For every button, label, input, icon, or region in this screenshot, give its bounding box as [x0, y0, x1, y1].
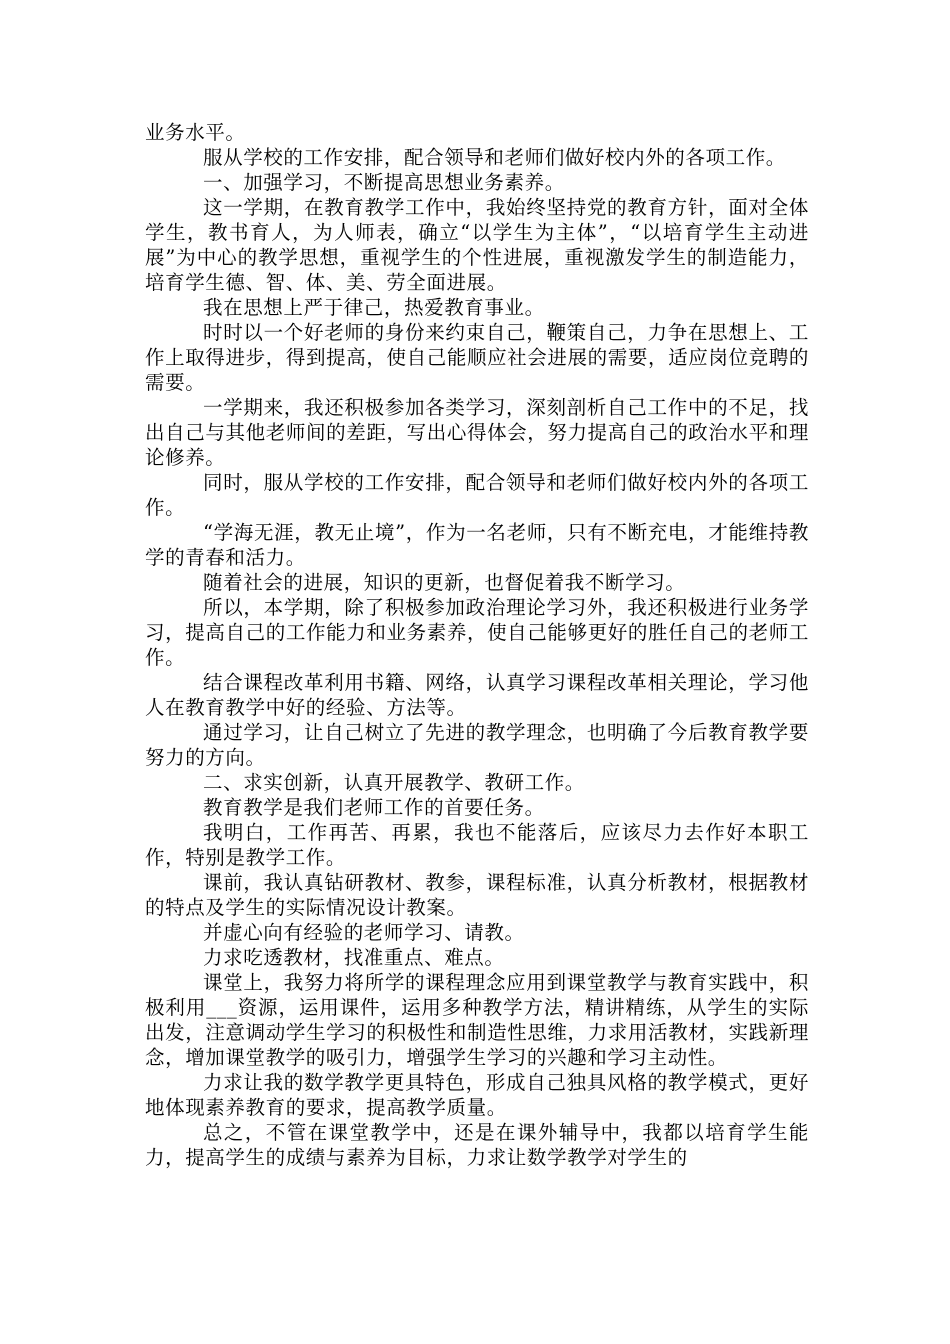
paragraph: 结合课程改革利用书籍、网络，认真学习课程改革相关理论，学习他人在教育教学中好的经验、方法等。	[145, 671, 809, 719]
paragraph: 课前，我认真钻研教材、教参，课程标准，认真分析教材，根据教材的特点及学生的实际情况设计教案。	[145, 871, 809, 919]
paragraph: 随着社会的进展，知识的更新，也督促着我不断学习。	[203, 571, 686, 594]
paragraph: 我明白，工作再苦、再累，我也不能落后，应该尽力去作好本职工作，特别是教学工作。	[145, 821, 809, 869]
paragraph: 业务水平。	[145, 121, 246, 144]
paragraph: 并虚心向有经验的老师学习、请教。	[203, 921, 525, 944]
paragraph: 力求吃透教材，找准重点、难点。	[203, 946, 505, 969]
paragraph: 教育教学是我们老师工作的首要任务。	[203, 796, 545, 819]
paragraph: 所以，本学期，除了积极参加政治理论学习外，我还积极进行业务学习，提高自己的工作能力和业务素养，使自己能够更好的胜任自己的老师工作。	[145, 596, 809, 669]
paragraph: 一学期来，我还积极参加各类学习，深刻剖析自己工作中的不足，找出自己与其他老师间的差距，写出心得体会，努力提高自己的政治水平和理论修养。	[145, 396, 809, 469]
paragraph: 这一学期，在教育教学工作中，我始终坚持党的教育方针，面对全体学生，教书育人，为人师表，确立“以学生为主体”，“以培育学生主动进展”为中心的教学思想，重视学生的个性进展，重视激发学生的制造能力，培育学生德、智、体、美、劳全面进展。	[145, 196, 809, 294]
paragraph: 服从学校的工作安排，配合领导和老师们做好校内外的各项工作。	[203, 146, 786, 169]
paragraph: 我在思想上严于律己，热爱教育事业。	[203, 296, 545, 319]
paragraph: 二、求实创新，认真开展教学、教研工作。	[203, 771, 585, 794]
paragraph: 力求让我的数学教学更具特色，形成自己独具风格的教学模式，更好地体现素养教育的要求，提高教学质量。	[145, 1071, 809, 1119]
paragraph: 课堂上，我努力将所学的课程理念应用到课堂教学与教育实践中，积极利用___资源，运用课件，运用多种教学方法，精讲精练，从学生的实际出发，注意调动学生学习的积极性和制造性思维，力求用活教材，实践新理念，增加课堂教学的吸引力，增强学生学习的兴趣和学习主动性。	[145, 971, 809, 1069]
paragraph: 同时，服从学校的工作安排，配合领导和老师们做好校内外的各项工作。	[145, 471, 809, 519]
paragraph: 通过学习，让自己树立了先进的教学理念，也明确了今后教育教学要努力的方向。	[145, 721, 809, 769]
paragraph: 一、加强学习，不断提高思想业务素养。	[203, 171, 565, 194]
paragraph: “学海无涯，教无止境”，作为一名老师，只有不断充电，才能维持教学的青春和活力。	[145, 521, 809, 569]
paragraph: 总之，不管在课堂教学中，还是在课外辅导中，我都以培育学生能力，提高学生的成绩与素养为目标，力求让数学教学对学生的	[145, 1121, 809, 1169]
document-body	[145, 120, 809, 1170]
paragraph: 时时以一个好老师的身份来约束自己，鞭策自己，力争在思想上、工作上取得进步，得到提高，使自己能顺应社会进展的需要，适应岗位竞聘的需要。	[145, 321, 809, 394]
